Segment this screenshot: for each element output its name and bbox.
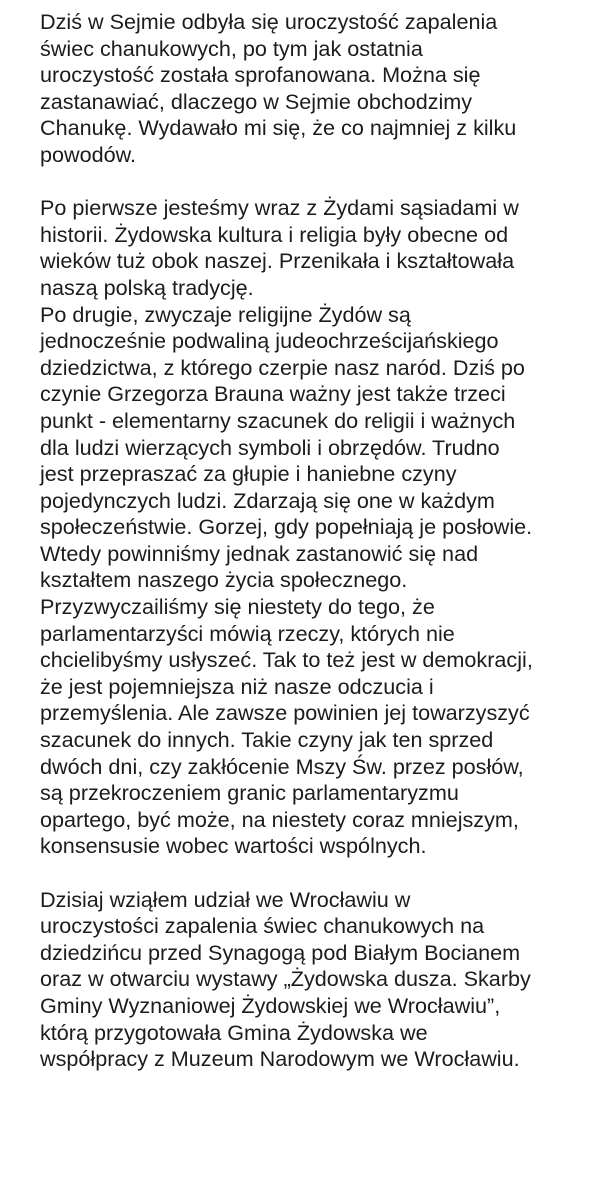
text-line: kształtem naszego życia społecznego. [40,567,408,593]
text-line: Gminy Wyznaniowej Żydowskiej we Wrocławiu”, [40,992,501,1018]
text-line: dla ludzi wierzących symboli i obrzędów. Trudno [40,434,500,460]
paragraph-2 [40,195,584,860]
text-line: są przekroczeniem granic parlamentaryzmu [40,780,459,806]
paragraph-spacer [40,169,584,196]
paragraph-1 [40,9,584,169]
text-line: społeczeństwie. Gorzej, gdy popełniają je posłowie. [40,514,533,540]
text-line: oraz w otwarciu wystawy „Żydowska dusza. Skarby [40,966,531,992]
text-line: jest przepraszać za głupie i haniebne czyny [40,461,457,487]
text-line: przemyślenia. Ale zawsze powinien jej towarzyszyć [40,700,530,726]
text-line: że jest pojemniejsza niż nasze odczucia i [40,673,434,699]
paragraph-3 [40,887,584,1073]
text-line: jednocześnie podwaliną judeochrześcijańskiego [40,328,499,354]
text-line: uroczystość została sprofanowana. Można się [40,62,481,88]
text-line: Po pierwsze jesteśmy wraz z Żydami sąsiadami w [40,195,519,221]
text-line: szacunek do innych. Takie czyny jak ten sprzed [40,727,494,753]
text-line: współpracy z Muzeum Narodowym we Wrocławiu. [40,1046,520,1072]
text-line: naszą polską tradycję. [40,274,254,300]
text-line: konsensusie wobec wartości wspólnych. [40,833,427,859]
text-line: parlamentarzyści mówią rzeczy, których nie [40,620,455,646]
text-line: świec chanukowych, po tym jak ostatnia [40,35,423,61]
text-line: chcielibyśmy usłyszeć. Tak to też jest w demokracji, [40,647,533,673]
text-line: punkt - elementarny szacunek do religii i ważnych [40,407,516,433]
text-line: którą przygotowała Gmina Żydowska we [40,1019,428,1045]
text-line: Dzisiaj wziąłem udział we Wrocławiu w [40,886,411,912]
text-line: opartego, być może, na niestety coraz mniejszym, [40,806,519,832]
text-line: Przyzwyczailiśmy się niestety do tego, że [40,594,435,620]
text-line: dziedzińcu przed Synagogą pod Białym Bocianem [40,939,521,965]
text-line: uroczystości zapalenia świec chanukowych na [40,913,485,939]
text-line: historii. Żydowska kultura i religia były obecne od [40,221,509,247]
text-line: Wtedy powinniśmy jednak zastanowić się nad [40,540,479,566]
text-line: Po drugie, zwyczaje religijne Żydów są [40,301,411,327]
text-line: czynie Grzegorza Brauna ważny jest także trzeci [40,381,506,407]
text-line: pojedynczych ludzi. Zdarzają się one w każdym [40,487,495,513]
text-line: wieków tuż obok naszej. Przenikała i kształtowała [40,248,515,274]
paragraph-spacer [40,860,584,887]
text-line: Dziś w Sejmie odbyła się uroczystość zapalenia [40,9,498,34]
text-line: powodów. [40,141,137,167]
text-line: Chanukę. Wydawało mi się, że co najmniej z kilku [40,115,517,141]
text-line: dwóch dni, czy zakłócenie Mszy Św. przez posłów, [40,753,524,779]
text-line: dziedzictwa, z którego czerpie nasz naród. Dziś po [40,354,525,380]
text-line: zastanawiać, dlaczego w Sejmie obchodzimy [40,88,473,114]
